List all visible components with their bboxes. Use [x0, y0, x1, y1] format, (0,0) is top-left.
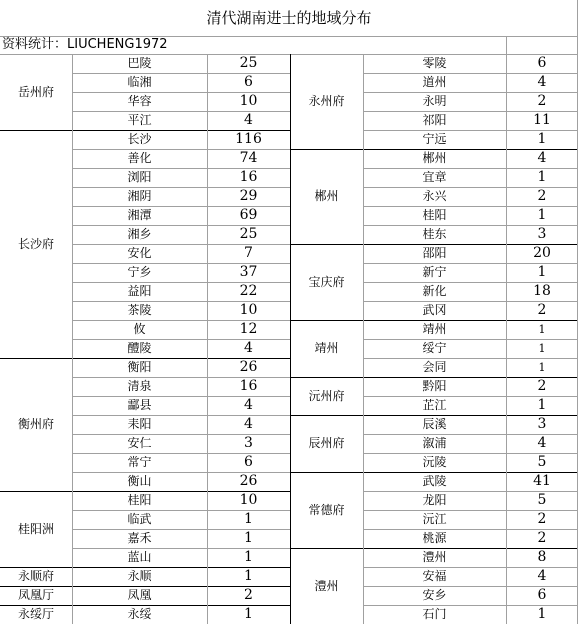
grid-line — [72, 491, 290, 492]
grid-line — [363, 396, 578, 397]
grid-line — [363, 73, 578, 74]
jinshi-count: 1 — [244, 606, 253, 622]
county-name: 醴陵 — [127, 341, 152, 355]
jinshi-count: 1 — [538, 323, 546, 336]
county-name: 平江 — [127, 113, 152, 127]
prefecture-name: 常德府 — [308, 503, 345, 517]
jinshi-count: 4 — [537, 435, 547, 451]
county-name: 临武 — [127, 512, 152, 526]
jinshi-count: 10 — [239, 93, 258, 109]
grid-line — [72, 263, 290, 264]
county-name: 衡山 — [127, 474, 152, 488]
grid-line — [363, 111, 578, 112]
grid-line — [363, 92, 578, 93]
jinshi-count: 1 — [244, 530, 253, 546]
grid-line — [363, 453, 578, 454]
county-name: 辰溪 — [422, 417, 447, 431]
grid-line — [290, 54, 291, 624]
grid-line — [72, 339, 290, 340]
jinshi-count: 4 — [244, 397, 253, 413]
prefecture-name: 长沙府 — [17, 237, 54, 251]
grid-line — [363, 548, 578, 549]
grid-line — [0, 358, 72, 359]
jinshi-count: 6 — [537, 55, 547, 71]
grid-line — [363, 187, 578, 188]
grid-line — [72, 567, 290, 568]
grid-line — [72, 111, 290, 112]
grid-line — [363, 491, 578, 492]
county-name: 郴州 — [422, 151, 447, 165]
grid-line — [363, 529, 578, 530]
jinshi-count: 37 — [239, 264, 258, 280]
jinshi-count: 2 — [537, 530, 547, 546]
grid-line — [290, 149, 363, 150]
county-name: 澧州 — [422, 550, 447, 564]
grid-line — [72, 187, 290, 188]
jinshi-count: 8 — [537, 549, 547, 565]
grid-line — [363, 320, 578, 321]
county-name: 湘阴 — [127, 189, 152, 203]
county-name: 嘉禾 — [127, 531, 152, 545]
jinshi-count: 1 — [244, 568, 253, 584]
county-name: 邵阳 — [422, 246, 447, 260]
jinshi-count: 2 — [537, 378, 547, 394]
prefecture-name: 永州府 — [308, 94, 345, 108]
grid-line — [363, 244, 578, 245]
grid-line — [290, 548, 363, 549]
county-name: 湘乡 — [127, 227, 152, 241]
data-source-note: 资料统计：LIUCHENG1972 — [2, 37, 168, 52]
county-name: 凤凰 — [127, 588, 152, 602]
jinshi-count: 10 — [239, 302, 258, 318]
county-name: 攸 — [133, 322, 146, 336]
grid-line — [72, 244, 290, 245]
grid-line — [72, 605, 290, 606]
grid-line — [363, 263, 578, 264]
grid-line — [0, 567, 72, 568]
jinshi-count: 1 — [538, 342, 546, 355]
grid-line — [72, 415, 290, 416]
jinshi-count: 7 — [244, 245, 253, 261]
grid-line — [0, 586, 72, 587]
county-name: 桃源 — [422, 531, 447, 545]
county-name: 沅江 — [422, 512, 447, 526]
grid-line — [72, 358, 290, 359]
jinshi-count: 1 — [537, 207, 547, 223]
grid-line — [363, 282, 578, 283]
county-name: 浏阳 — [127, 170, 152, 184]
county-name: 安化 — [127, 246, 152, 260]
county-name: 溆浦 — [422, 436, 447, 450]
grid-line — [363, 377, 578, 378]
prefecture-name: 靖州 — [314, 341, 339, 355]
grid-line — [363, 567, 578, 568]
county-name: 桂东 — [422, 227, 447, 241]
grid-line — [72, 282, 290, 283]
county-name: 宁远 — [422, 132, 447, 146]
grid-line — [72, 396, 290, 397]
jinshi-count: 26 — [239, 359, 258, 375]
jinshi-count: 5 — [537, 454, 547, 470]
county-name: 常宁 — [127, 455, 152, 469]
county-name: 宜章 — [422, 170, 447, 184]
grid-line — [290, 320, 363, 321]
grid-line — [0, 491, 72, 492]
grid-line — [363, 415, 578, 416]
county-name: 临湘 — [127, 75, 152, 89]
jinshi-count: 1 — [538, 361, 546, 374]
county-name: 善化 — [127, 151, 152, 165]
jinshi-count: 3 — [244, 435, 253, 451]
jinshi-count: 2 — [537, 188, 547, 204]
jinshi-count: 116 — [235, 131, 262, 147]
jinshi-count: 2 — [537, 511, 547, 527]
jinshi-count: 1 — [537, 264, 547, 280]
prefecture-name: 宝庆府 — [308, 275, 345, 289]
jinshi-count: 2 — [244, 587, 253, 603]
jinshi-count: 74 — [239, 150, 258, 166]
jinshi-count: 1 — [244, 511, 253, 527]
county-name: 清泉 — [127, 379, 152, 393]
jinshi-count: 3 — [537, 416, 547, 432]
grid-line — [72, 168, 290, 169]
grid-line — [72, 301, 290, 302]
county-name: 黔阳 — [422, 379, 447, 393]
prefecture-name: 辰州府 — [308, 436, 345, 450]
county-name: 会同 — [422, 360, 447, 374]
jinshi-count: 11 — [533, 112, 551, 128]
county-name: 安仁 — [127, 436, 152, 450]
county-name: 蓝山 — [127, 550, 152, 564]
jinshi-count: 1 — [537, 606, 547, 622]
jinshi-count: 22 — [239, 283, 258, 299]
county-name: 华容 — [127, 94, 152, 108]
jinshi-count: 6 — [244, 74, 253, 90]
jinshi-count: 3 — [537, 226, 547, 242]
grid-line — [363, 225, 578, 226]
grid-line — [72, 149, 290, 150]
grid-line — [207, 54, 208, 624]
jinshi-count: 16 — [239, 169, 258, 185]
county-name: 石门 — [422, 607, 447, 621]
jinshi-count: 4 — [244, 416, 253, 432]
grid-line — [0, 605, 72, 606]
grid-line — [290, 415, 363, 416]
county-name: 宁乡 — [127, 265, 152, 279]
grid-line — [72, 510, 290, 511]
county-name: 安乡 — [422, 588, 447, 602]
jinshi-count: 6 — [244, 454, 253, 470]
jinshi-count: 25 — [239, 226, 258, 242]
grid-line — [290, 472, 363, 473]
county-name: 芷江 — [422, 398, 447, 412]
jinshi-count: 12 — [239, 321, 258, 337]
county-name: 武陵 — [422, 474, 447, 488]
prefecture-name: 衡州府 — [17, 417, 54, 431]
jinshi-count: 2 — [537, 302, 547, 318]
jinshi-count: 10 — [239, 492, 258, 508]
grid-line — [72, 586, 290, 587]
county-name: 靖州 — [422, 322, 447, 336]
grid-line — [363, 54, 364, 624]
prefecture-name: 凤凰厅 — [17, 588, 54, 602]
jinshi-count: 4 — [537, 150, 547, 166]
table-title: 清代湖南进士的地域分布 — [0, 0, 578, 37]
grid-line — [72, 73, 290, 74]
jinshi-count: 69 — [239, 207, 258, 223]
county-name: 祁阳 — [422, 113, 447, 127]
county-name: 巴陵 — [127, 56, 152, 70]
county-name: 沅陵 — [422, 455, 447, 469]
grid-line — [72, 92, 290, 93]
jinshi-count: 5 — [537, 492, 547, 508]
grid-line — [363, 510, 578, 511]
county-name: 道州 — [422, 75, 447, 89]
jinshi-count: 2 — [537, 93, 547, 109]
jinshi-count: 16 — [239, 378, 258, 394]
jinshi-count: 4 — [537, 568, 547, 584]
grid-line — [72, 434, 290, 435]
grid-line — [0, 54, 578, 55]
grid-line — [72, 377, 290, 378]
jinshi-count: 1 — [537, 131, 547, 147]
prefecture-name: 沅州府 — [308, 389, 345, 403]
county-name: 桂阳 — [127, 493, 152, 507]
county-name: 永顺 — [127, 569, 152, 583]
grid-line — [363, 301, 578, 302]
county-name: 耒阳 — [127, 417, 152, 431]
county-name: 新化 — [422, 284, 447, 298]
grid-line — [72, 472, 290, 473]
jinshi-count: 4 — [244, 112, 253, 128]
grid-line — [72, 453, 290, 454]
jinshi-count: 6 — [537, 587, 547, 603]
prefecture-name: 永顺府 — [17, 569, 54, 583]
grid-line — [363, 358, 578, 359]
jinshi-count: 4 — [244, 340, 253, 356]
county-name: 零陵 — [422, 56, 447, 70]
county-name: 绥宁 — [422, 341, 447, 355]
grid-line — [363, 168, 578, 169]
grid-line — [363, 586, 578, 587]
prefecture-name: 澧州 — [314, 579, 339, 593]
county-name: 永绥 — [127, 607, 152, 621]
grid-line — [363, 149, 578, 150]
jinshi-count: 26 — [239, 473, 258, 489]
county-name: 新宁 — [422, 265, 447, 279]
grid-line — [506, 36, 507, 624]
prefecture-name: 永绥厅 — [17, 607, 54, 621]
grid-line — [72, 130, 290, 131]
jinshi-count: 41 — [533, 473, 551, 489]
county-name: 湘潭 — [127, 208, 152, 222]
county-name: 益阳 — [127, 284, 152, 298]
county-name: 安福 — [422, 569, 447, 583]
grid-line — [72, 320, 290, 321]
prefecture-name: 郴州 — [314, 189, 339, 203]
grid-line — [363, 206, 578, 207]
jinshi-count: 1 — [244, 549, 253, 565]
county-name: 永兴 — [422, 189, 447, 203]
grid-line — [72, 529, 290, 530]
jinshi-count: 20 — [533, 245, 551, 261]
grid-line — [72, 206, 290, 207]
county-name: 茶陵 — [127, 303, 152, 317]
grid-line — [72, 548, 290, 549]
grid-line — [363, 339, 578, 340]
grid-line — [363, 605, 578, 606]
grid-line — [363, 472, 578, 473]
grid-line — [363, 130, 578, 131]
jinshi-count: 1 — [537, 169, 547, 185]
jinshi-count: 1 — [537, 397, 547, 413]
grid-line — [72, 54, 73, 624]
grid-line — [0, 130, 72, 131]
county-name: 永明 — [422, 94, 447, 108]
county-name: 武冈 — [422, 303, 447, 317]
grid-line — [290, 377, 363, 378]
county-name: 衡阳 — [127, 360, 152, 374]
county-name: 长沙 — [127, 132, 152, 146]
jinshi-count: 25 — [239, 55, 258, 71]
prefecture-name: 桂阳洲 — [17, 522, 54, 536]
grid-line — [72, 225, 290, 226]
jinshi-count: 29 — [239, 188, 258, 204]
county-name: 桂阳 — [422, 208, 447, 222]
county-name: 龙阳 — [422, 493, 447, 507]
prefecture-name: 岳州府 — [17, 85, 54, 99]
grid-line — [290, 244, 363, 245]
jinshi-count: 4 — [537, 74, 547, 90]
county-name: 酃县 — [127, 398, 152, 412]
jinshi-count: 18 — [533, 283, 551, 299]
grid-line — [363, 434, 578, 435]
